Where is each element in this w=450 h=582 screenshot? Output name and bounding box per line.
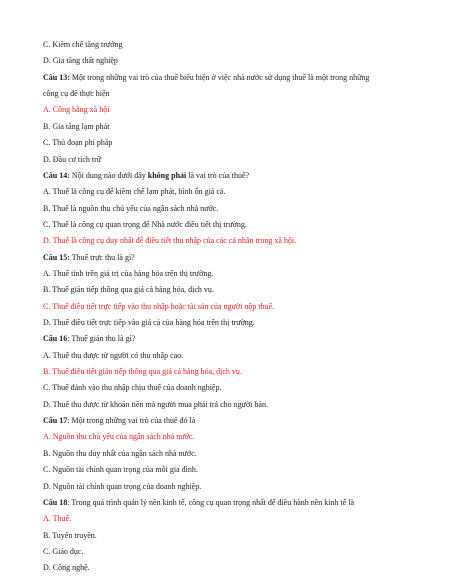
emphasis-text: không phải [147, 170, 187, 180]
option-line: B. Gia tăng lạm phát [43, 121, 110, 131]
question-number: Câu 15: [43, 252, 70, 262]
question-line [43, 334, 423, 344]
question-text: : Trong quá trình quản lý nền kinh tế, công cụ quan trọng nhất để điều hành nền kinh tế là [67, 497, 355, 507]
question-text: Nội dung nào dưới đây [69, 170, 148, 180]
option-line: C. Thuế đánh vào thu nhập chịu thuế của doanh nghiệp. [43, 383, 222, 393]
option-line: C. Thủ đoạn phi pháp [43, 138, 113, 148]
question-number: Câu 16 [43, 334, 68, 344]
option-line: B. Tuyên truyền. [43, 530, 97, 540]
option-line: A. Thuế là công cụ để kiềm chế lạm phát, bình ổn giá cả. [43, 187, 226, 197]
option-line: D. Công nghệ. [43, 563, 90, 573]
question-line [43, 416, 423, 426]
option-line: công cụ để thực hiện [43, 89, 110, 99]
question-number: Câu 13: [43, 72, 70, 82]
option-line: C. Kiềm chế tăng trưởng [43, 40, 123, 49]
correct-answer-line: B. Thuế điều tiết gián tiếp thông qua giá cả hàng hóa, dịch vụ. [43, 367, 242, 376]
option-line: D. Nguồn tài chính quan trọng của doanh nghiệp. [43, 481, 202, 491]
option-line: D. Gia tăng thất nghiệp [43, 56, 118, 66]
correct-answer-line: A. Thuế. [43, 514, 72, 524]
question-line [43, 498, 423, 508]
question-text: là vai trò của thuế? [186, 170, 250, 180]
question-text: Một trong những vai trò của thuế biểu hiện ở việc nhà nước sử dụng thuế là một trong những [69, 72, 370, 82]
option-line: A. Thuế tính trên giá trị của hàng hóa trên thị trường. [43, 268, 214, 278]
question-text: : Thuế gián thu là gì? [67, 334, 136, 344]
correct-answer-line: A. Nguồn thu chủ yếu của ngân sách nhà nước. [43, 432, 195, 442]
question-line [43, 171, 423, 181]
option-line: B. Nguồn thu duy nhất của ngân sách nhà nước. [43, 448, 197, 458]
option-line: B. Thuế gián tiếp thông qua giá cả hàng hóa, dịch vụ. [43, 285, 214, 295]
option-line: C. Thuế là công cụ quan trọng để Nhà nước điều tiết thị trường. [43, 219, 247, 229]
option-line: D. Đầu cơ tích trữ [43, 154, 102, 164]
correct-answer-line: D. Thuế là công cụ duy nhất để điều tiết thu nhập của các cá nhân trong xã hội. [43, 236, 297, 246]
question-number: Câu 18 [43, 497, 68, 507]
question-text: Thuế trực thu là gì? [69, 252, 135, 262]
option-line: B. Thuế là nguồn thu chủ yếu của ngân sách nhà nước. [43, 203, 219, 213]
question-number: Câu 14: [43, 170, 70, 180]
correct-answer-line: C. Thuế điều tiết trực tiếp vào thu nhập hoặc tài sản của người nộp thuế. [43, 301, 275, 311]
question-number: Câu 17 [43, 416, 68, 426]
question-text: : Một trong những vai trò của thuế đó là [67, 416, 196, 426]
option-line: D. Thuế thu được từ khoản tiền mà người mua phải trả cho người bán. [43, 399, 268, 409]
option-line: C. Giáo dục. [43, 546, 84, 556]
option-line: A. Thuế thu được từ người có thu nhập cao. [43, 350, 184, 360]
question-line [43, 253, 423, 263]
option-line: D. Thuế điều tiết trực tiếp vào giá cả của hàng hóa trên thị trường. [43, 318, 255, 327]
option-line: C. Nguồn tài chính quan trọng của mỗi gia đình. [43, 465, 198, 475]
question-line [43, 73, 423, 83]
correct-answer-line: A. Công bằng xã hội [43, 105, 110, 115]
